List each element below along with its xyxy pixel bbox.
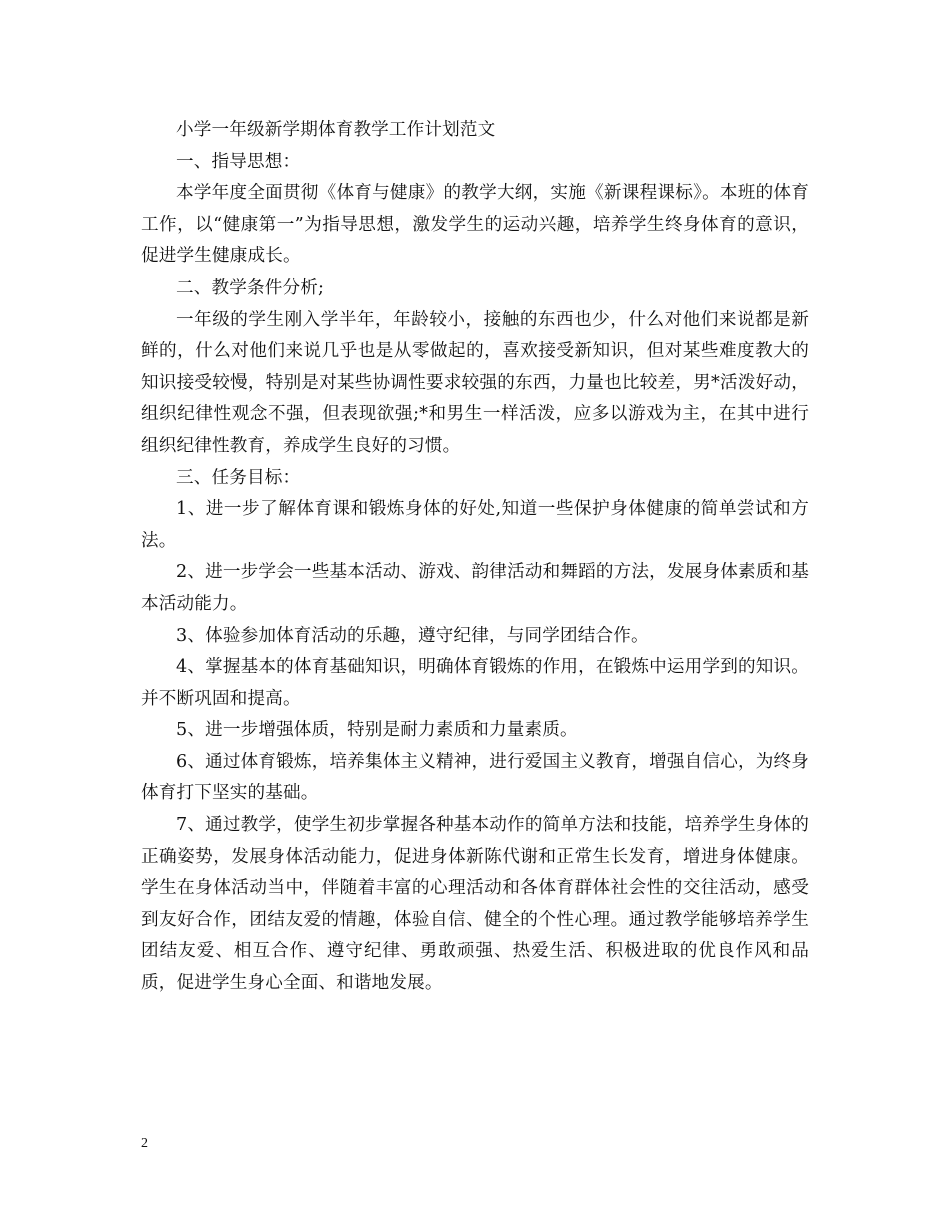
paragraph-teaching-conditions: 一年级的学生刚入学半年，年龄较小，接触的东西也少，什么对他们来说都是新鲜的，什么对他们来说几乎也是从零做起的，喜欢接受新知识，但对某些难度教大的知识接受较慢，特别是对某些协调性要求较强的东西，力量也比较差，男*活泼好动，组织纪律性观念不强，但表现欲强;*和男生一样活泼，应多以游戏为主，在其中进行组织纪律性教育，养成学生良好的习惯。 <box>141 309 809 456</box>
goal-item-7: 7、通过教学，使学生初步掌握各种基本动作的简单方法和技能，培养学生身体的正确姿势，发展身体活动能力，促进身体新陈代谢和正常生长发育，增进身体健康。学生在身体活动当中，伴随着丰富的心理活动和各体育群体社会性的交往活动，感受到友好合作，团结友爱的情趣，体验自信、健全的个性心理。通过教学能够培养学生团结友爱、相互合作、遵守纪律、勇敢顽强、热爱生活、积极进取的优良作风和品质，促进学生身心全面、和谐地发展。 <box>141 815 809 994</box>
goal-item-1: 1、进一步了解体育课和锻炼身体的好处,知道一些保护身体健康的简单尝试和方法。 <box>141 499 809 551</box>
document-body <box>141 115 809 1000</box>
goal-item-3: 3、体验参加体育活动的乐趣，遵守纪律，与同学团结合作。 <box>176 625 649 646</box>
page-number: 2 <box>141 1136 148 1151</box>
section-heading-task-goals: 三、任务目标： <box>176 467 301 488</box>
goal-item-6: 6、通过体育锻炼，培养集体主义精神，进行爱国主义教育，增强自信心，为终身体育打下坚实的基础。 <box>141 751 809 804</box>
document-title: 小学一年级新学期体育教学工作计划范文 <box>176 120 496 140</box>
goal-item-5: 5、进一步增强体质，特别是耐力素质和力量素质。 <box>176 720 578 741</box>
goal-item-4: 4、掌握基本的体育基础知识，明确体育锻炼的作用，在锻炼中运用学到的知识。并不断巩固和提高。 <box>141 657 809 709</box>
goal-item-2: 2、进一步学会一些基本活动、游戏、韵律活动和舞蹈的方法，发展身体素质和基本活动能力。 <box>141 562 809 614</box>
paragraph-guiding-thought: 本学年度全面贯彻《体育与健康》的教学大纲，实施《新课程课标》。本班的体育工作，以“健康第一”为指导思想，激发学生的运动兴趣，培养学生终身体育的意识，促进学生健康成长。 <box>141 183 809 267</box>
section-heading-guiding-thought: 一、指导思想： <box>176 151 301 172</box>
section-heading-teaching-conditions: 二、教学条件分析; <box>176 277 325 298</box>
